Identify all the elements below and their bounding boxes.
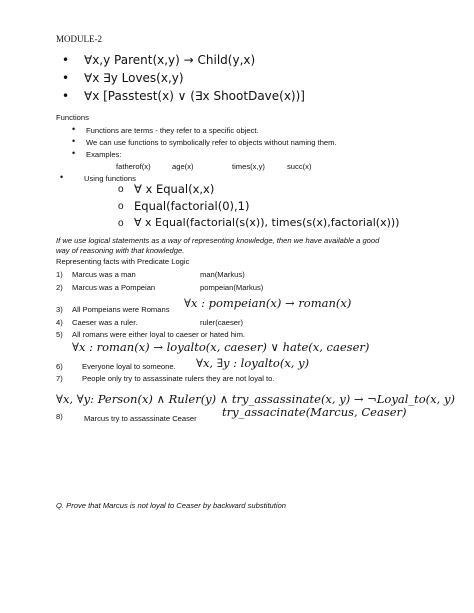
fact-3-text: All Pompeians were Romans [72,305,170,314]
reasoning-para-line-2: way of reasoning with that knowledge. [56,246,185,255]
fact-5-text: All romans were either loyal to caeser or hated him. [72,330,246,339]
fact-2-logic: pompeian(Markus) [200,283,264,292]
fol-statement-3: ∀x [Passtest(x) ∨ (∃x ShootDave(x))] [84,89,305,103]
bullet-dot: • [72,148,76,158]
bullet-dot: • [72,136,76,146]
bullet-dot: • [60,172,64,182]
module-title: MODULE-2 [56,34,102,44]
fact-7-logic: ∀x, ∀y: Person(x) ∧ Ruler(y) ∧ try_assassinate(x, y) → ¬Loyal_to(x, y) [56,392,455,406]
fact-4-num: 4) [56,318,63,327]
fact-5-num: 5) [56,330,63,339]
circle-bullet-icon: o [118,201,124,212]
fact-6-text: Everyone loyal to someone. [82,362,176,371]
bullet-dot: • [62,89,70,103]
circle-bullet-icon: o [118,184,124,195]
fact-7-text: People only try to assassinate rulers they are not loyal to. [82,374,275,383]
fact-1-num: 1) [56,270,63,279]
fact-6-num: 6) [56,362,63,371]
fact-6-logic: ∀x, ∃y : loyalto(x, y) [196,356,310,370]
bullet-dot: • [62,71,70,85]
functions-point-1: Functions are terms - they refer to a specific object. [86,126,259,135]
function-example-1: ∀ x Equal(x,x) [134,182,215,196]
fact-4-text: Caeser was a ruler. [72,318,138,327]
fact-7-num: 7) [56,374,63,383]
example-times: times(x,y) [232,162,265,171]
fact-5-logic: ∀x : roman(x) → loyalto(x, caeser) ∨ hate(x, caeser) [72,340,370,354]
functions-heading: Functions [56,113,89,122]
example-age: age(x) [172,162,194,171]
example-succ: succ(x) [287,162,312,171]
bullet-dot: • [62,53,70,67]
fact-1-text: Marcus was a man [72,270,136,279]
circle-bullet-icon: o [118,218,124,229]
rep-heading: Representing facts with Predicate Logic [56,257,190,266]
fact-1-logic: man(Markus) [200,270,245,279]
reasoning-para-line-1: If we use logical statements as a way of representing knowledge, then we have available a good [56,236,380,245]
fact-3-logic: ∀x : pompeian(x) → roman(x) [184,296,352,310]
fol-statement-2: ∀x ∃y Loves(x,y) [84,71,184,85]
function-example-2: Equal(factorial(0),1) [134,199,250,213]
bullet-dot: • [72,124,76,134]
fact-8-num: 8) [56,412,63,421]
fol-statement-1: ∀x,y Parent(x,y) → Child(y,x) [84,53,256,67]
example-fatherof: fatherof(x) [116,162,151,171]
fact-4-logic: ruler(caeser) [200,318,244,327]
function-example-3: ∀ x Equal(factorial(s(x)), times(s(x),factorial(x))) [134,216,400,229]
functions-point-2: We can use functions to symbolically refer to objects without naming them. [86,138,337,147]
fact-3-num: 3) [56,305,63,314]
fact-2-text: Marcus was a Pompeian [72,283,156,292]
fact-2-num: 2) [56,283,63,292]
fact-8-logic: try_assacinate(Marcus, Ceaser) [222,405,407,419]
functions-point-3: Examples: [86,150,122,159]
question-text: Q. Prove that Marcus is not loyal to Ceaser by backward substitution [56,501,287,510]
fact-8-text: Marcus try to assassinate Ceaser [84,414,197,423]
using-functions: Using functions [84,174,136,183]
